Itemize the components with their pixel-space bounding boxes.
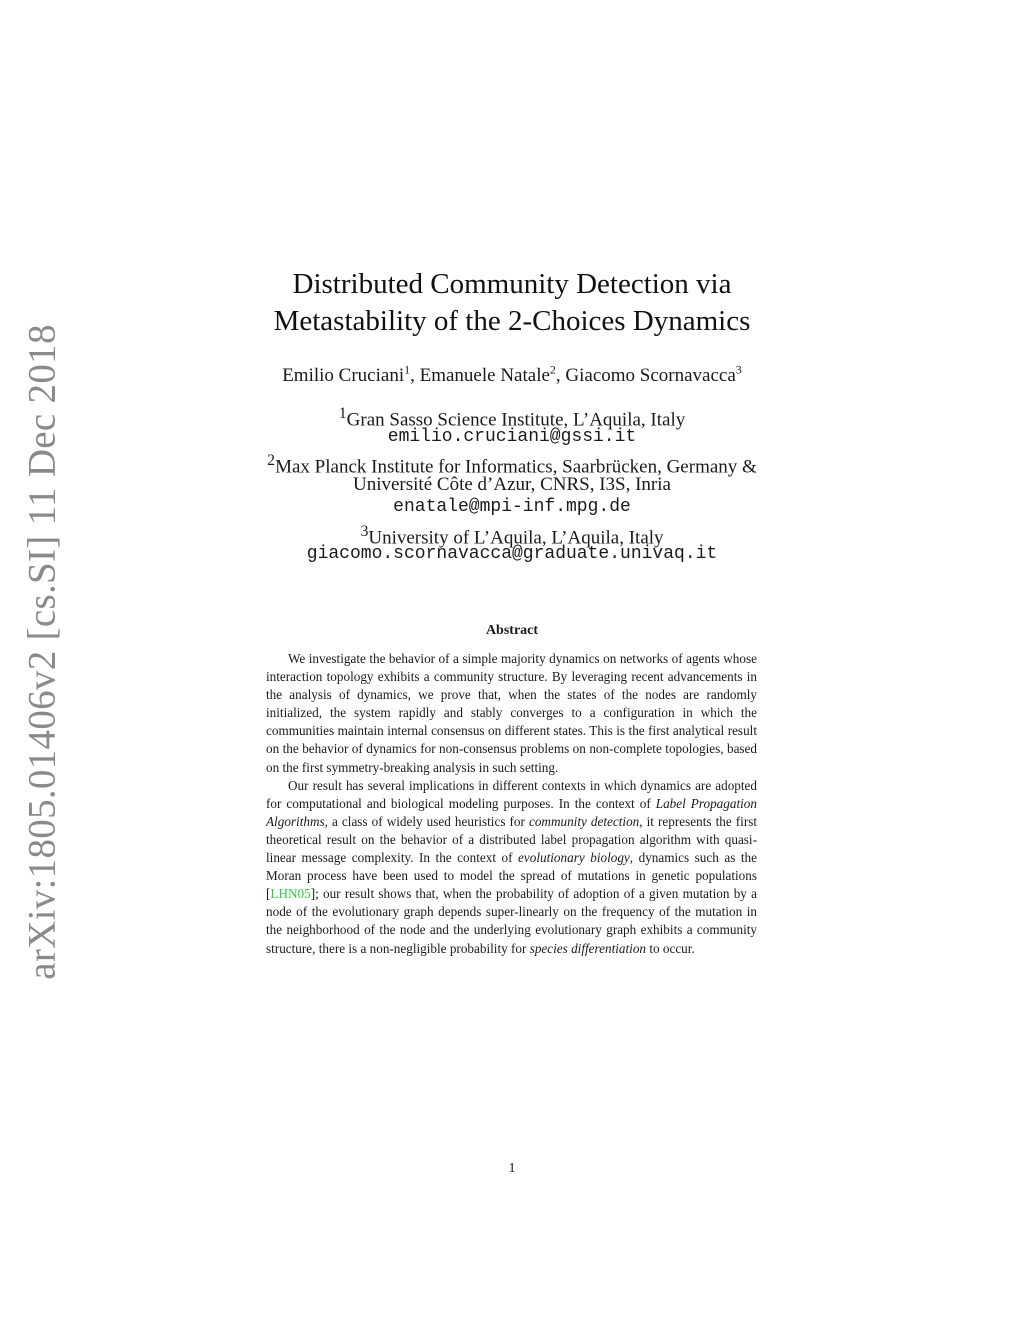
- email-link[interactable]: giacomo.scornavacca@graduate.univaq.it: [306, 544, 718, 564]
- emphasis: evolutionary biology: [518, 850, 630, 866]
- text-run: , it represents the first theoretical result on the behavior of a distributed label propagation algorithm with quasi-linear message complexity. In the context of: [266, 813, 758, 866]
- text-run: Our result has several implications in different contexts in which dynamics are adopted for computational and biological modeling purposes. In the context of: [266, 777, 757, 811]
- emphasis: species differentiation: [529, 940, 647, 956]
- email-link[interactable]: emilio.cruciani@gssi.it: [387, 426, 637, 447]
- author-affil-mark: 3: [735, 362, 742, 377]
- text-run: , dynamics such as the Moran process have been used to model the spread of mutations in genetic populations [: [266, 850, 757, 902]
- affil-mark: 3: [360, 522, 369, 540]
- author-list: [0, 364, 1024, 388]
- text-run: ]; our result shows that, when the probability of adoption of a given mutation by a node of the evolutionary graph depends super-linearly on the frequency of the mutation in the neighborhood of the node and the underlying evolutionary graph exhibits a community structure, there is a non-negligible probability for: [266, 886, 757, 956]
- arxiv-stamp: arXiv:1805.01406v2 [cs.SI] 11 Dec 2018: [20, 324, 64, 980]
- affiliation-line: [0, 520, 1024, 548]
- author-affil-mark: 1: [404, 362, 411, 377]
- affiliations: [0, 402, 1024, 567]
- paper-title: [0, 266, 1024, 340]
- affiliation-name-cont: Université Côte d’Azur, CNRS, I3S, Inria: [353, 473, 671, 495]
- title-line-2: Metastability of the 2-Choices Dynamics: [273, 305, 751, 337]
- affiliation-line: [0, 449, 1024, 478]
- author-separator: ,: [555, 365, 566, 386]
- abstract-paragraph: [266, 777, 757, 958]
- emphasis: community detection: [528, 813, 640, 829]
- author-name: Emilio Cruciani: [282, 365, 405, 386]
- affil-mark: 2: [267, 452, 276, 469]
- abstract-body: [266, 650, 757, 958]
- emphasis: Label Propagation Algorithms: [266, 795, 757, 829]
- abstract-heading: Abstract: [485, 623, 539, 638]
- author-name: Giacomo Scornavacca: [565, 365, 736, 386]
- text-run: to occur.: [646, 940, 695, 956]
- text-run: , a class of widely used heuristics for: [324, 813, 529, 829]
- affil-mark: 1: [338, 405, 347, 422]
- affiliation-line: [0, 402, 1024, 431]
- title-line-1: Distributed Community Detection via: [292, 268, 732, 300]
- citation-link[interactable]: LHN05: [270, 886, 311, 902]
- affiliation-name: University of L’Aquila, L’Aquila, Italy: [368, 526, 664, 548]
- affiliation-name: Max Planck Institute for Informatics, Saarbrücken, Germany &: [275, 456, 757, 478]
- author-affil-mark: 2: [549, 362, 556, 377]
- author-separator: ,: [410, 365, 420, 386]
- page-number: 1: [508, 1161, 516, 1176]
- email-link[interactable]: enatale@mpi-inf.mpg.de: [393, 497, 631, 517]
- abstract-paragraph: We investigate the behavior of a simple majority dynamics on networks of agents whose interaction topology exhibits a community structure. By leveraging recent advancements in the analysis of dynamics, we prove that, when the states of the nodes are randomly initialized, the system rapidly and stably converges to a configuration in which the communities maintain internal consensus on different states. This is the first analytical result on the behavior of dynamics for non-consensus problems on non-complete topologies, based on the first symmetry-breaking analysis in such setting.: [266, 651, 757, 775]
- affiliation-name: Gran Sasso Science Institute, L’Aquila, Italy: [346, 409, 686, 431]
- author-name: Emanuele Natale: [419, 365, 550, 386]
